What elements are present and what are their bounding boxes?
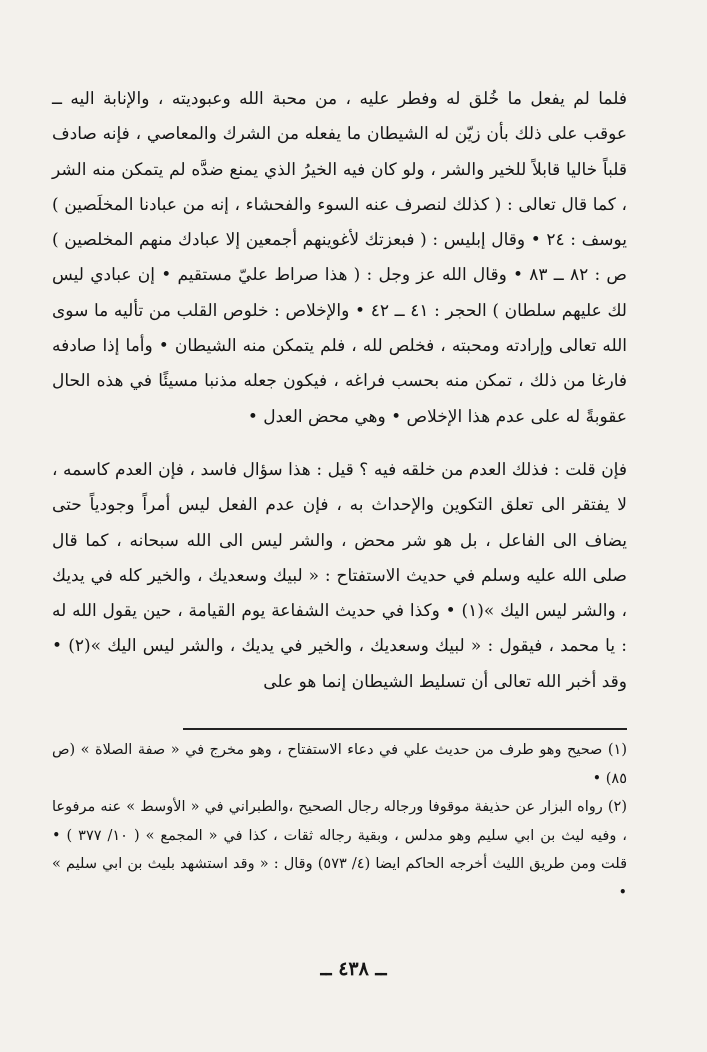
- footnote: (٢) رواه البزار عن حذيفة موقوفا ورجاله رجال الصحيح ،والطبراني في « الأوسط » عنه مرفوعا ، وفيه ليث بن ابي سليم وهو مدلس ، وبقية رجاله ثقات ، كذا في « المجمع » ( ١٠/ ٣٧٧ ) • قلت ومن طريق الليث أخرجه الحاكم ايضا (٤/ ٥٧٣) وقال : « وقد استشهد بليث بن ابي سليم » •: [52, 799, 627, 902]
- footnote: (١) صحيح وهو طرف من حديث علي في دعاء الاستفتاح ، وهو مخرج في « صفة الصلاة » (ص ٨٥) •: [52, 742, 627, 787]
- footnote-separator: [183, 728, 627, 730]
- body-paragraph: فلما لم يفعل ما خُلق له وفطر عليه ، من محبة الله وعبوديته ، والإنابة اليه ــ عوقب على ذلك بأن زيّن له الشيطان ما يفعله من الشرك والمعاصي ، فإنه صادف قلباً خاليا قابلاً للخير والشر ، ولو كان فيه الخيرُ الذي يمنع ضدَّه لم يتمكن منه الشر ، كما قال تعالى : ( كذلك لنصرف عنه السوء والفحشاء ، إنه من عبادنا المخلَصين ) يوسف : ٢٤ • وقال إبليس : ( فبعزتك لأغوينهم أجمعين إلا عبادك منهم المخلصين ) ص : ٨٢ ــ ٨٣ • وقال الله عز وجل : ( هذا صراط عليّ مستقيم • إن عبادي ليس لك عليهم سلطان ) الحجر : ٤١ ــ ٤٢ • والإخلاص : خلوص القلب من تأليه ما سوى الله تعالى وإرادته ومحبته ، فخلص لله ، فلم يتمكن منه الشيطان • وأما إذا صادفه فارغا من ذلك ، تمكن منه بحسب فراغه ، فيكون جعله مذنبا مسيئًا في هذه الحال عقوبةً له على عدم هذا الإخلاص • وهي محض العدل •: [52, 89, 627, 427]
- main-text: [52, 82, 627, 700]
- body-paragraph: فإن قلت : فذلك العدم من خلقه فيه ؟ قيل : هذا سؤال فاسد ، فإن العدم كاسمه ، لا يفتقر الى تعلق التكوين والإحداث به ، فإن عدم الفعل ليس أمراً وجودياً حتى يضاف الى الفاعل ، بل هو شر محض ، والشر ليس الى الله سبحانه ، كما قال صلى الله عليه وسلم في حديث الاستفتاح : « لبيك وسعديك ، والخير كله في يديك ، والشر ليس اليك »(١) • وكذا في حديث الشفاعة يوم القيامة ، حين يقول الله له : يا محمد ، فيقول : « لبيك وسعديك ، والخير في يديك ، والشر ليس اليك »(٢) • وقد أخبر الله تعالى أن تسليط الشيطان إنما هو على: [52, 459, 627, 692]
- footnotes: [52, 736, 627, 908]
- page-number: ــ ٤٣٨ ــ: [320, 958, 387, 980]
